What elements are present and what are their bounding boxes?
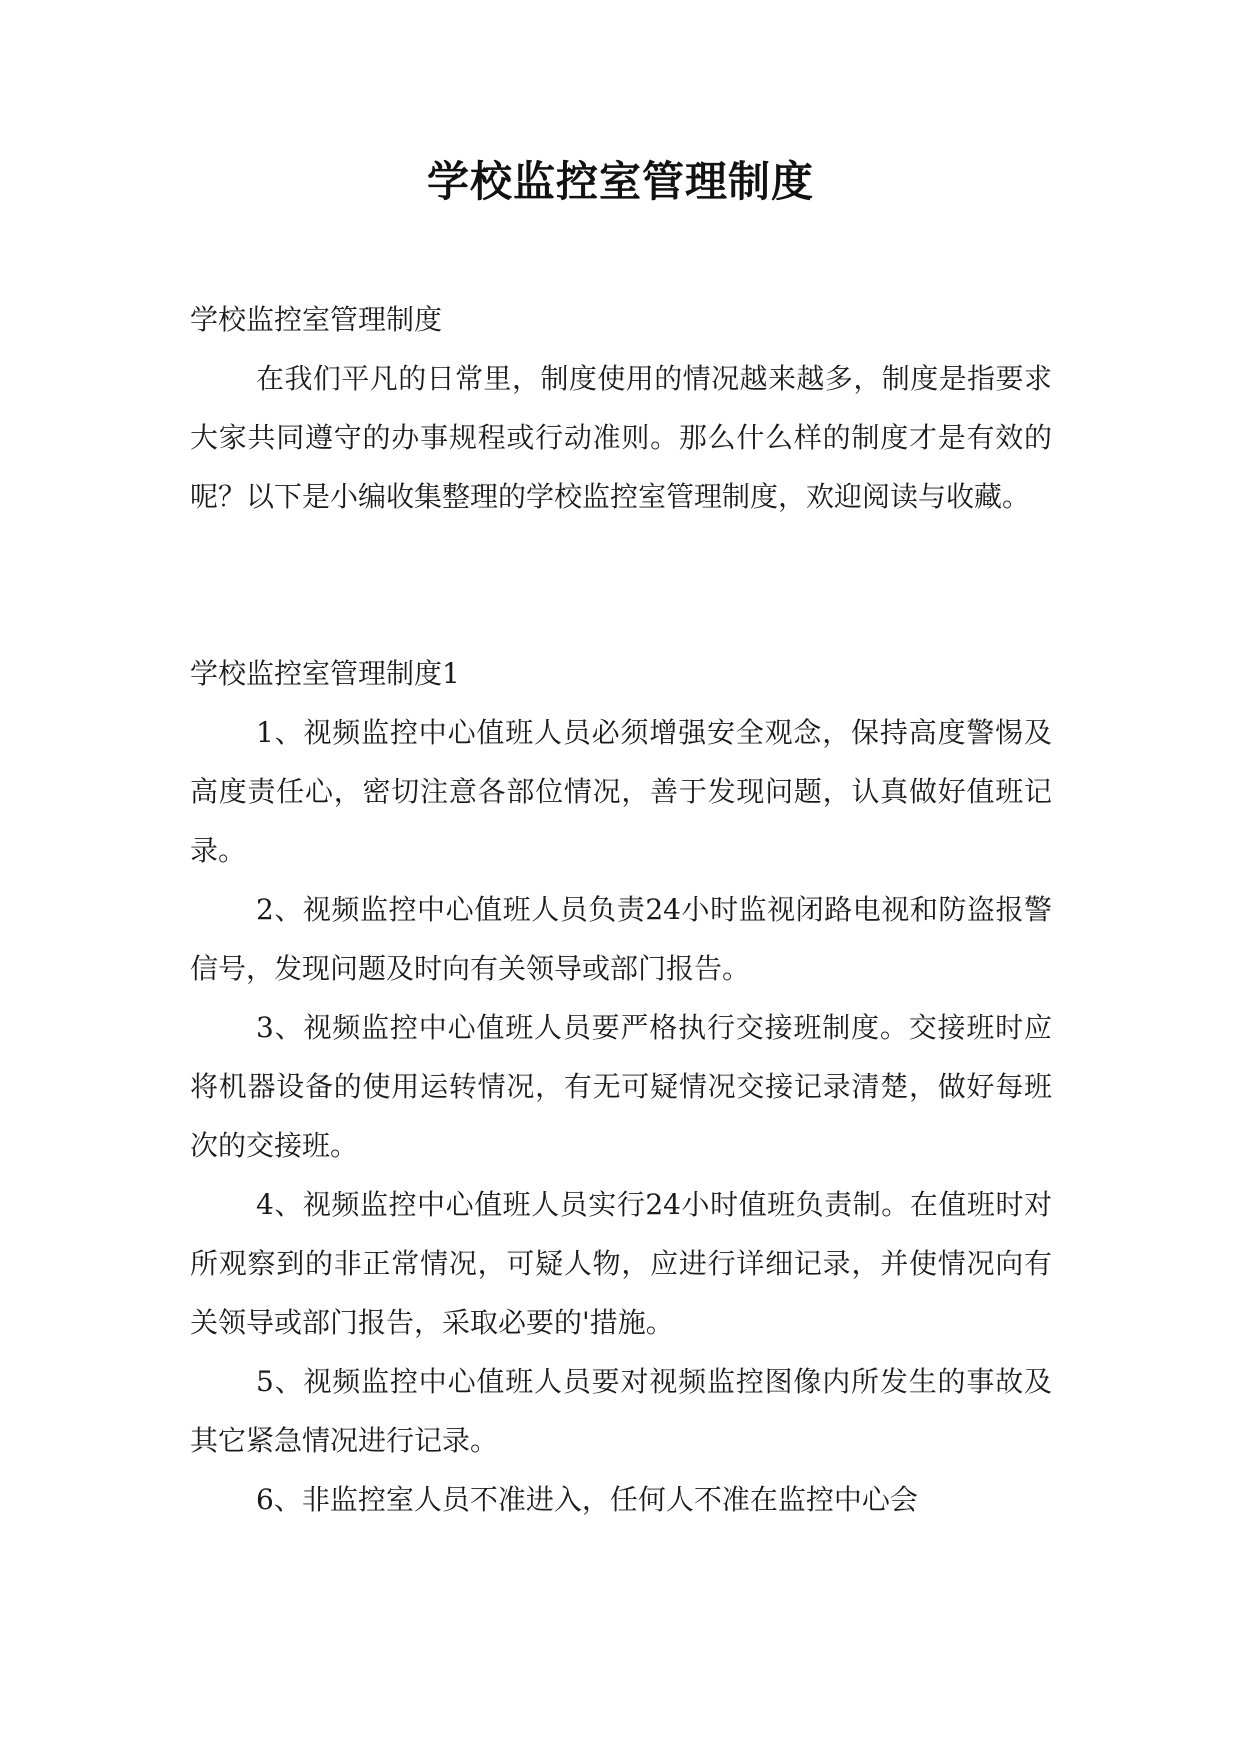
rule-item-6: 6、非监控室人员不准进入，任何人不准在监控中心会: [256, 1483, 918, 1516]
document-body: [190, 290, 1052, 1529]
rule-item-2: 2、视频监控中心值班人员负责24小时监视闭路电视和防盗报警信号，发现问题及时向有关领导或部门报告。: [190, 893, 1052, 985]
rule-item-1: 1、视频监控中心值班人员必须增强安全观念，保持高度警惕及高度责任心，密切注意各部位情况，善于发现问题，认真做好值班记录。: [190, 716, 1052, 867]
rule-item-4: 4、视频监控中心值班人员实行24小时值班负责制。在值班时对所观察到的非正常情况，可疑人物，应进行详细记录，并使情况向有关领导或部门报告，采取必要的'措施。: [190, 1188, 1052, 1339]
document-title: 学校监控室管理制度: [426, 157, 814, 206]
part-heading: 学校监控室管理制度1: [190, 657, 460, 690]
rule-item-3: 3、视频监控中心值班人员要严格执行交接班制度。交接班时应将机器设备的使用运转情况，有无可疑情况交接记录清楚，做好每班次的交接班。: [190, 1011, 1052, 1162]
intro-paragraph: 在我们平凡的日常里，制度使用的情况越来越多，制度是指要求大家共同遵守的办事规程或行动准则。那么什么样的制度才是有效的呢？以下是小编收集整理的学校监控室管理制度，欢迎阅读与收藏。: [190, 362, 1052, 513]
rule-item-5: 5、视频监控中心值班人员要对视频监控图像内所发生的事故及其它紧急情况进行记录。: [190, 1365, 1052, 1457]
section-heading: 学校监控室管理制度: [190, 303, 443, 336]
section-spacer: [190, 526, 1052, 644]
